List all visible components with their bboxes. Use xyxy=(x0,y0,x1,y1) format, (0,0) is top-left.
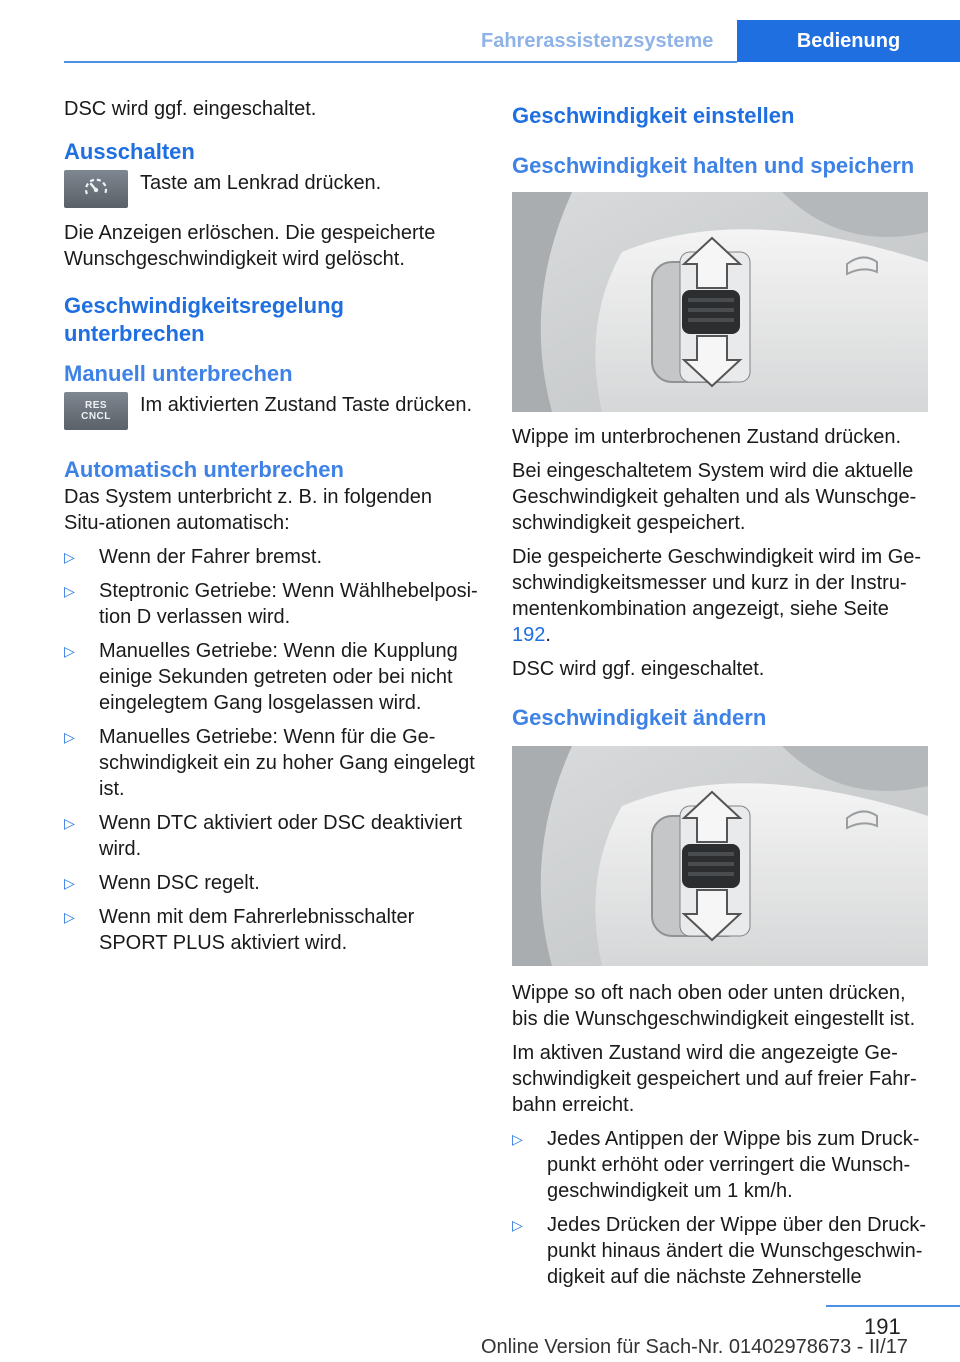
heading-einstellen: Geschwindigkeit einstellen xyxy=(512,103,795,128)
bullet-triangle-icon: ▷ xyxy=(64,549,75,565)
res-label: RES xyxy=(84,400,108,411)
manual-text: Im aktivierten Zustand Taste drücken. xyxy=(140,394,473,416)
footer-rule xyxy=(826,1305,960,1307)
list-item: ▷ Wenn DTC aktiviert oder DSC deaktiviert wird. xyxy=(64,812,463,860)
res-cncl-button-icon xyxy=(64,392,128,430)
cncl-label: CNCL xyxy=(81,411,111,422)
dsc-note: DSC wird ggf. eingeschaltet. xyxy=(64,98,317,120)
footer-version: Online Version für Sach-Nr. 01402978673 - II/17 xyxy=(481,1336,908,1358)
bullet-triangle-icon: ▷ xyxy=(64,643,75,659)
auto-interrupt-list xyxy=(64,544,478,956)
list-item: ▷ Wenn der Fahrer bremst. xyxy=(64,546,323,568)
list-item: ▷ Manuelles Getriebe: Wenn die Kupplung einige Sekunden getreten oder bei nicht eingelegtem Gang losgelassen wird. xyxy=(64,640,458,714)
off-instruction xyxy=(64,170,478,208)
hold-explanation: Bei eingeschaltetem System wird die aktuelle Geschwindigkeit gehalten und als Wunschge‐schwindigkeit gespeichert. xyxy=(512,460,917,534)
bullet-triangle-icon: ▷ xyxy=(64,875,75,891)
change-explanation: Im aktiven Zustand wird die angezeigte Ge‐schwindigkeit gespeichert und auf freier Fahr‐bahn erreicht. xyxy=(512,1042,917,1116)
change-instruction: Wippe so oft nach oben oder unten drücken, bis die Wunschgeschwindigkeit eingestellt ist. xyxy=(512,982,916,1030)
display-off-note: Die Anzeigen erlöschen. Die gespeicherte Wunschgeschwindigkeit wird gelöscht. xyxy=(64,222,436,270)
bullet-triangle-icon: ▷ xyxy=(64,815,75,831)
list-item: ▷ Jedes Drücken der Wippe über den Druck‐punkt hinaus ändert die Wunschgeschwin‐digkeit auf die nächste Zehnerstelle xyxy=(512,1214,927,1288)
list-item: ▷ Jedes Antippen der Wippe bis zum Druck‐punkt erhöht oder verringert die Wunsch‐geschwindigkeit um 1 km/h. xyxy=(512,1128,920,1202)
heading-ausschalten: Ausschalten xyxy=(64,139,195,164)
heading-aendern: Geschwindigkeit ändern xyxy=(512,705,767,730)
bullet-triangle-icon: ▷ xyxy=(512,1131,523,1147)
bullet-triangle-icon: ▷ xyxy=(64,583,75,599)
cruise-control-off-icon xyxy=(64,170,128,208)
display-note: Die gespeicherte Geschwindigkeit wird im Ge‐schwindigkeitsmesser und kurz in der Instru‐mentenkombination angezeigt, siehe Seite 192. xyxy=(512,546,922,646)
page-link[interactable]: 192 xyxy=(512,624,546,646)
list-item: ▷ Wenn mit dem Fahrerlebnisschalter SPORT PLUS aktiviert wird. xyxy=(64,906,415,954)
bullet-triangle-icon: ▷ xyxy=(512,1217,523,1233)
hold-instruction: Wippe im unterbrochenen Zustand drücken. xyxy=(512,426,902,448)
change-list xyxy=(512,1126,928,1290)
steering-wheel-rocker-photo-2 xyxy=(512,746,928,966)
heading-automatisch: Automatisch unterbrechen xyxy=(64,457,344,482)
auto-intro: Das System unterbricht z. B. in folgenden Situ‐ationen automatisch: xyxy=(64,486,432,534)
right-column xyxy=(512,96,928,1298)
steering-wheel-rocker-photo xyxy=(512,192,928,412)
heading-halten: Geschwindigkeit halten und speichern xyxy=(512,153,915,178)
header-rule xyxy=(64,61,737,63)
off-text: Taste am Lenkrad drücken. xyxy=(140,172,382,194)
page-number: 191 xyxy=(864,1314,901,1339)
heading-unterbrechen: Geschwindigkeitsregelung unterbrechen xyxy=(64,293,344,346)
section-title: Fahrerassistenzsysteme xyxy=(481,30,714,52)
list-item: ▷ Wenn DSC regelt. xyxy=(64,872,260,894)
page-header xyxy=(0,0,960,62)
bullet-triangle-icon: ▷ xyxy=(64,909,75,925)
list-item: ▷ Steptronic Getriebe: Wenn Wählhebelposi‐tion D verlassen wird. xyxy=(64,580,478,628)
list-item: ▷ Manuelles Getriebe: Wenn für die Ge‐schwindigkeit ein zu hoher Gang eingelegt ist. xyxy=(64,726,475,800)
bullet-triangle-icon: ▷ xyxy=(64,729,75,745)
chapter-tab[interactable]: Bedienung xyxy=(737,20,960,62)
left-column xyxy=(64,96,478,964)
dsc-note-right: DSC wird ggf. eingeschaltet. xyxy=(512,658,765,680)
manual-instruction xyxy=(64,392,478,430)
heading-manuell: Manuell unterbrechen xyxy=(64,361,293,386)
